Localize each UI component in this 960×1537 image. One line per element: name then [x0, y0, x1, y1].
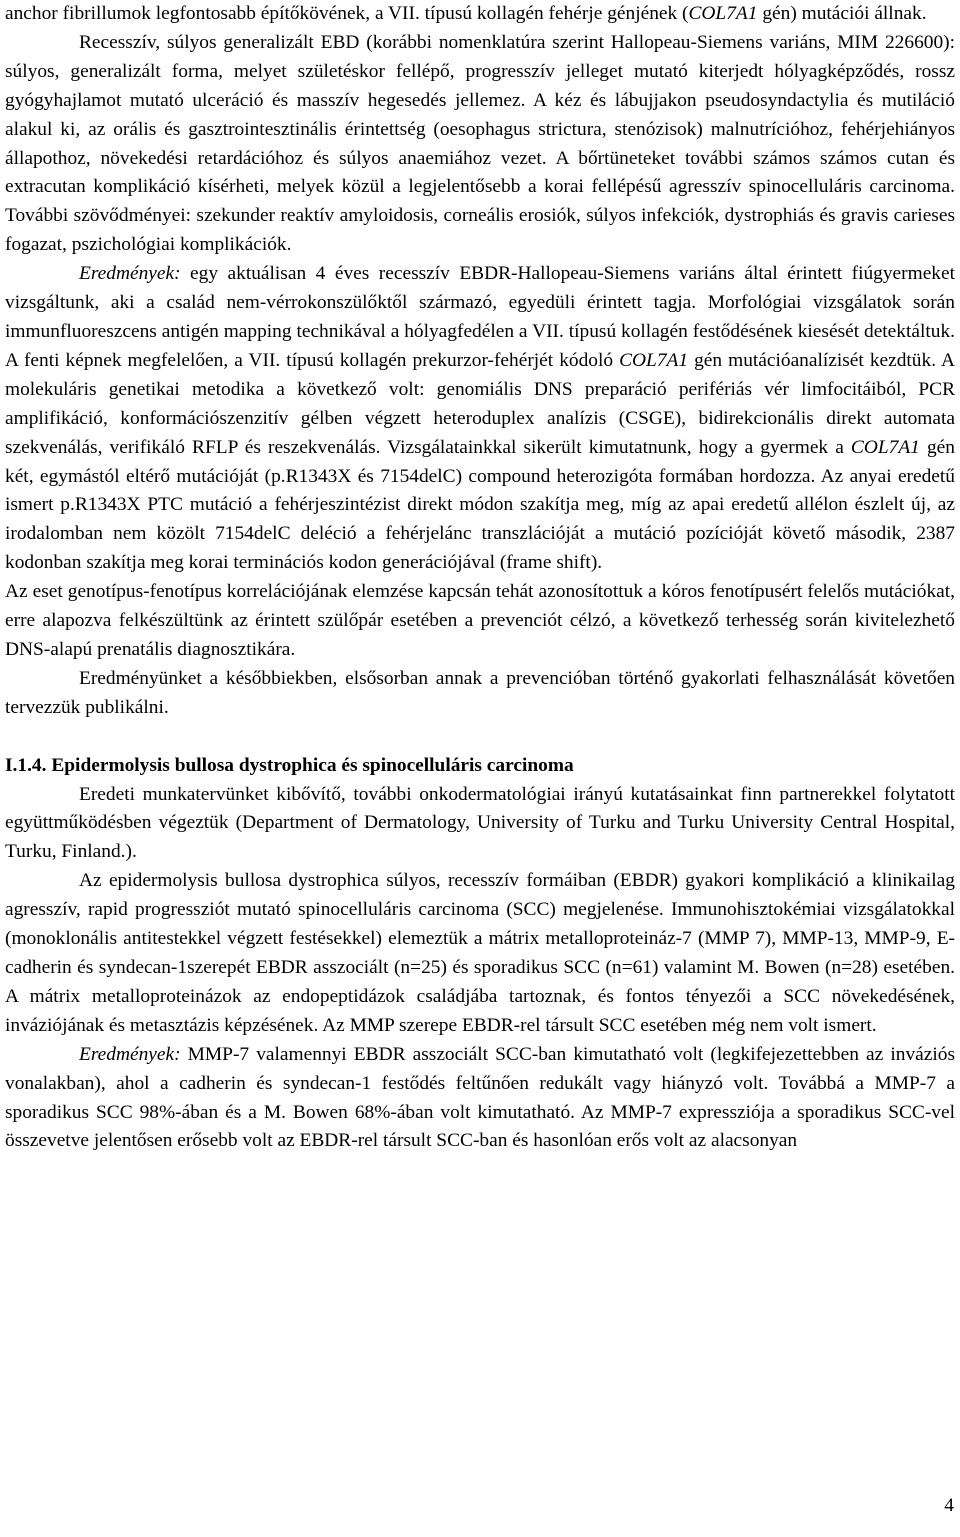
paragraph-cont-intro	[5, 0, 955, 29]
text-run: gén két, egymástól eltérő mutációját (p.R1343X és 7154delC) compound heterozigóta formában hordozza. Az anyai eredetű ismert p.R1343X PTC mutáció a fehérjeszintézist direkt módon szakítja meg, míg az apai eredetű allélon észlelt új, az irodalomban nem közölt 7154delC deléció a fehérjelánc transzlációját a mutáció pozícióját követő második, 2387 kodonban szakítja meg korai terminációs kodon generációjával (frame shift).	[5, 436, 955, 574]
italic-text: COL7A1	[619, 349, 689, 371]
text-run: anchor fibrillumok legfontosabb építőkövének, a VII. típusú kollagén fehérje génjének (	[5, 3, 689, 24]
paragraph-collaboration	[5, 781, 955, 868]
italic-text: COL7A1	[688, 3, 758, 24]
italic-text: Eredmények:	[79, 1043, 181, 1065]
text-run: gén mutációanalízisét kezdtük. A molekuláris genetikai metodika a következő volt: genomiális DNS preparáció perifériás vér limfocitáiból, PCR amplifikáció, konformációszenzitív gélben végzett heteroduplex analízis (CSGE), bidirekcionális direkt automata szekvenálás, verifikáló RFLP és reszekvenálás. Vizsgálatainkkal sikerült kimutatnunk, hogy a gyermek a	[5, 349, 955, 458]
section-heading	[5, 752, 955, 781]
page-number: 4	[944, 1495, 954, 1516]
body-text-top	[5, 0, 955, 723]
document-page	[5, 0, 955, 1156]
text-run: Recesszív, súlyos generalizált EBD (korábbi nomenklatúra szerint Hallopeau-Siemens variáns, MIM 226600): súlyos, generalizált forma, melyet születéskor fellépő, progresszív jelleget mutató kiterjedt hólyagképződés, rossz gyógyhajlamot mutató ulceráció és masszív hegesedés jellemez. A kéz és lábujjakon pseudosyndactylia és mutiláció alakul ki, az orális és gasztrointesztinális érintettség (oesophagus strictura, stenózisok) malnutrícióhoz, fehérjehiányos állapothoz, növekedési retardációhoz és súlyos anaemiához vezet. A bőrtüneteket további számos számos cutan és extracutan komplikáció kísérheti, melyek közül a legjelentősebb a korai fellépésű agresszív spinocelluláris carcinoma. További szövődményei: szekunder reaktív amyloidosis, corneális erosiók, súlyos infekciók, dystrophiás és gravis carieses fogazat, pszichológiai komplikációk.	[5, 31, 955, 256]
text-run: Eredeti munkatervünket kibővítő, további onkodermatológiai irányú kutatásainkat finn partnerekkel folytatott együttműködésben végeztük (Department of Dermatology, University of Turku and Turku University Central Hospital, Turku, Finland.).	[5, 783, 955, 863]
body-text-section	[5, 781, 955, 1157]
text-run: Az epidermolysis bullosa dystrophica súlyos, recesszív formáiban (EBDR) gyakori komplikáció a klinikailag agresszív, rapid progressziót mutató spinocelluláris carcinoma (SCC) megjelenése. Immunohisztokémiai vizsgálatokkal (monoklonális antitestekkel végzett festésekkel) elemeztük a mátrix metalloproteináz-7 (MMP 7), MMP-13, MMP-9, E-cadherin és syndecan-1szerepét EBDR asszociált (n=25) és sporadikus SCC (n=61) valamint M. Bowen (n=28) esetében. A mátrix metalloproteinázok az endopeptidázok családjába tartoznak, és fontos tényezői a SCC növekedésének, inváziójának és metasztázis képzésének. Az MMP szerepe EBDR-rel társult SCC esetében még nem volt ismert.	[5, 870, 955, 1036]
paragraph-genotype-phenotype	[5, 578, 955, 665]
paragraph-publication-plan	[5, 665, 955, 723]
paragraph-results-1	[5, 260, 955, 578]
paragraph-results-2	[5, 1041, 955, 1157]
text-run: MMP-7 valamennyi EBDR asszociált SCC-ban kimutatható volt (legkifejezettebben az inváziós vonalakban), ahol a cadherin és syndecan-1 festődés feltűnően redukált vagy hiányzó volt. Továbbá a MMP-7 a sporadikus SCC 98%-ában és a M. Bowen 68%-ában volt kimutatható. Az MMP-7 expressziója a sporadikus SCC-vel összevetve jelentősen erősebb volt az EBDR-rel társult SCC-ban és hasonlóan erős volt az alacsonyan	[5, 1043, 955, 1152]
text-run: Eredményünket a későbbiekben, elsősorban annak a prevencióban történő gyakorlati felhasználását követően tervezzük publikálni.	[5, 667, 955, 718]
text-run: Az eset genotípus-fenotípus korrelációjának elemzése kapcsán tehát azonosítottuk a kóros fenotípusért felelős mutációkat, erre alapozva felkészültünk az érintett szülőpár esetében a prevenciót célzó, a következő terhesség során kivitelezhető DNS-alapú prenatális diagnosztikára.	[5, 581, 955, 660]
italic-text: Eredmények:	[79, 263, 181, 285]
italic-text: COL7A1	[850, 436, 920, 458]
paragraph-scc-methods	[5, 867, 955, 1040]
section-number: I.1.4.	[5, 754, 47, 776]
text-run: egy aktuálisan 4 éves recesszív EBDR-Hallopeau-Siemens variáns által érintett fiúgyermeket vizsgáltunk, aki a család nem-vérrokonszülőktől származó, egyedüli érintett tagja. Morfológiai vizsgálatok során immunfluoreszcens antigén mapping technikával a hólyagfedélen a VII. típusú kollagén festődésének kiesését detektáltuk. A fenti képnek megfelelően, a VII. típusú kollagén prekurzor-fehérjét kódoló	[5, 263, 955, 371]
section-title: Epidermolysis bullosa dystrophica és spinocelluláris carcinoma	[51, 754, 574, 776]
text-run: gén) mutációi állnak.	[757, 3, 927, 24]
paragraph-recessive-ebd	[5, 29, 955, 260]
